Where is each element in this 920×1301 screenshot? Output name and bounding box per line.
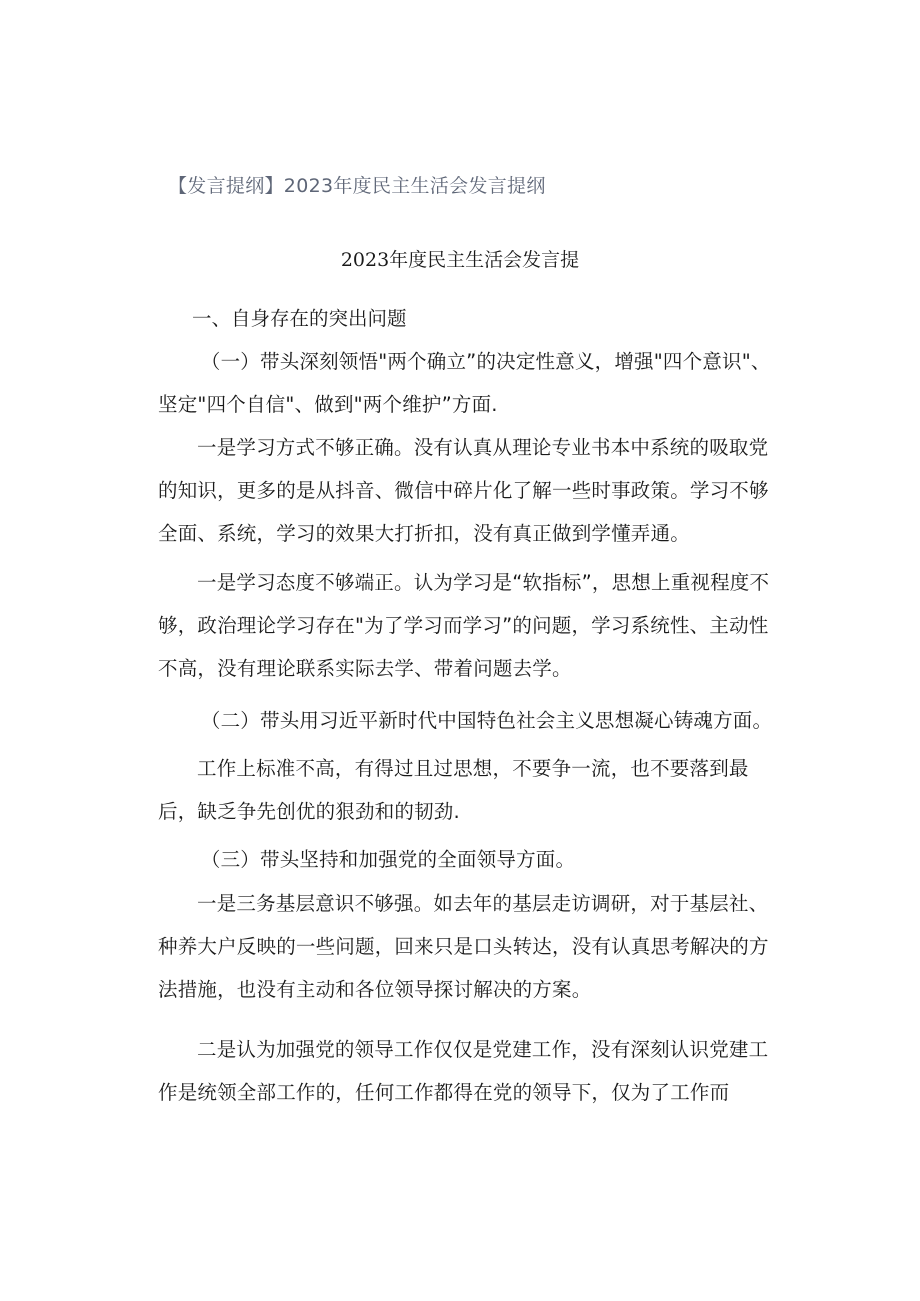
paragraph: 一是学习态度不够端正。认为学习是“软指标”，思想上重视程度不够，政治理论学习存在"为了学习而学习”的问题，学习系统性、主动性不高，没有理论联系实际去学、带着问题去学。 <box>158 571 770 680</box>
paragraph: 一是学习方式不够正确。没有认真从理论专业书本中系统的吸取党的知识，更多的是从抖音、微信中碎片化了解一些时事政策。学习不够全面、系统，学习的效果大打折扣，没有真正做到学懂弄通。 <box>158 436 769 545</box>
sub-heading: （二）带头用习近平新时代中国特色社会主义思想凝心铸魂方面。 <box>200 709 773 732</box>
sub-heading: （三）带头坚持和加强党的全面领导方面。 <box>200 848 576 871</box>
document-header: 【发言提纲】2023年度民主生活会发言提纲 <box>168 175 546 197</box>
section-heading: 一、自身存在的突出问题 <box>192 307 407 330</box>
paragraph: 二是认为加强党的领导工作仅仅是党建工作，没有深刻认识党建工作是统领全部工作的，任何工作都得在党的领导下，仅为了工作而 <box>158 1038 769 1104</box>
document-title: 2023年度民主生活会发言提 <box>340 249 580 271</box>
paragraph: 一是三务基层意识不够强。如去年的基层走访调研，对于基层社、种养大户反映的一些问题，回来只是口头转达，没有认真思考解决的方法措施，也没有主动和各位领导探讨解决的方案。 <box>158 892 769 1001</box>
sub-heading: （一）带头深刻领悟"两个确立”的决定性意义，增强"四个意识"、坚定"四个自信"、做到"两个维护”方面. <box>158 350 771 416</box>
paragraph: 工作上标准不高，有得过且过思想，不要争一流，也不要落到最后，缺乏争先创优的狠劲和的韧劲. <box>158 757 749 823</box>
